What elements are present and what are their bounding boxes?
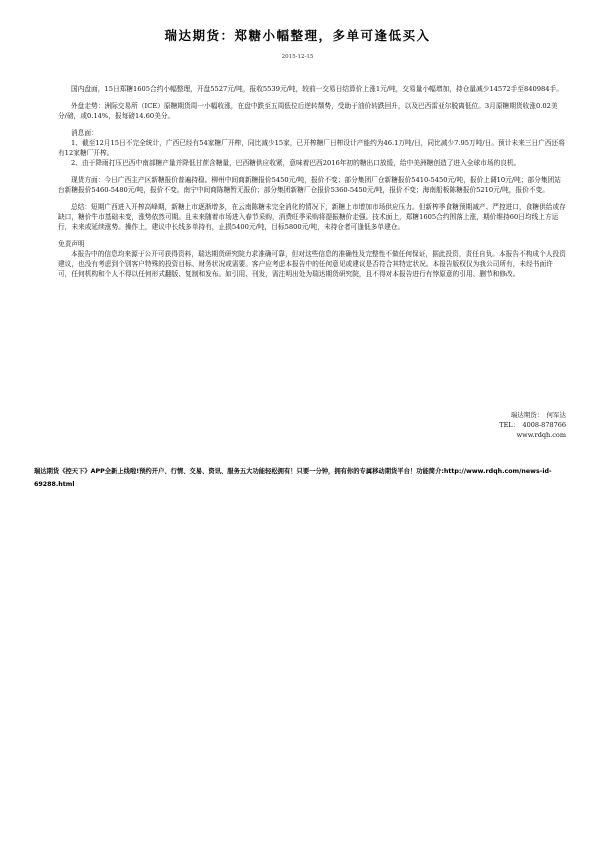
report-body bbox=[58, 84, 566, 279]
author-line: 瑞达期货： 何军达 bbox=[510, 411, 566, 419]
spacer bbox=[58, 168, 566, 175]
summary-paragraph: 总结：短期广西进入开榨高峰期，新糖上市逐渐增多，在云南陈糖未完全消化的情况下，新糖上市增加市场供应压力。但新榨季食糖预期减产、严控进口，食糖供给或存缺口，糖价牛市基础未变，涨势依然可期。且未来随着市场进入春节采购，消费旺季采购将提振糖价走强。技术面上，郑糖1605合约围落上涨，期价维持60日均线上方运行，未来或延续涨势。操作上，建议中长线多单持有，止损5400元/吨，目标5800元/吨，未持仓者可逢低多单建仓。 bbox=[58, 203, 566, 231]
page-title: 瑞达期货：郑糖小幅整理，多单可逢低买入 bbox=[164, 28, 431, 43]
domestic-market-paragraph: 国内盘面，15日郑糖1605合约小幅整理，开盘5527元/吨，报收5539元/吨，较前一交易日结算价上涨1元/吨，交易量小幅增加，持仓量减少14572手至840984手。 bbox=[71, 85, 563, 93]
disclaimer-paragraph: 本报告中的信息均来源于公开可获得资料，瑞达期货研究院力求准确可靠，但对这些信息的准确性及完整性不做任何保证，据此投资，责任自负。本报告不构成个人投资建议，也没有考虑到个别客户特殊的投资目标、财务状况或需要。客户应考虑本报告中的任何意见或建议是否符合其特定状况。本报告版权仅为我公司所有，未经书面许可，任何机构和个人不得以任何形式翻版、复制和发布。如引用、刊发，需注明出处为瑞达期货研究院，且不得对本报告进行有悖原意的引用、删节和修改。 bbox=[58, 250, 566, 278]
website-link[interactable]: www.rdqh.com bbox=[516, 431, 566, 439]
phone-line: TEL： 4008-878766 bbox=[499, 421, 566, 429]
signature-block bbox=[440, 410, 566, 440]
news-item-1: 1、截至12月15日不完全统计，广西已经有54家糖厂开榨，同比减少15家，已开榨糖厂日榨设计产能约为46.1万吨/日，同比减少7.95万吨/日。预计未来三日广西还将有12家糖厂开榨。 bbox=[58, 139, 565, 157]
app-promo-banner[interactable]: 瑞达期货《控天下》APP全新上线啦!预约开户、行情、交易、资讯、服务五大功能轻松拥有！只要一分钟，拥有你的专属移动期货平台！功能简介:http://www.rdqh.com/news-id-69288.html bbox=[34, 468, 552, 488]
disclaimer-heading: 免责声明 bbox=[58, 240, 85, 248]
foreign-market-paragraph: 外盘走势：洲际交易所（ICE）原糖期货周一小幅收涨，在盘中跌至五周低位后逆转颓势，受助于油价转跌回升，以及巴西雷亚尔脱离低位。3月原糖期货收涨0.02美分/磅，或0.14%，报每磅14.60美分。 bbox=[58, 102, 558, 120]
report-date: 2015-12-15 bbox=[281, 54, 314, 60]
spot-market-paragraph: 现货方面：今日广西主产区新糖报价普遍持稳。柳州中间商新糖报价5450元/吨，报价不变；部分集团厂仓新糖报价5410-5450元/吨，报价上调10元/吨；部分集团站台新糖报价5460-5480元/吨，报价不变。南宁中间商陈糖暂无报价；部分集团新糖厂仓报价5360-5450元/吨，报价不变；海南船板陈糖报价5210元/吨，报价不变。 bbox=[58, 176, 561, 194]
news-item-2: 2、由于降雨打压巴西中南部糖产量并降低甘蔗含糖量，巴西糖供应收紧，意味着巴西2016年初的糖出口放缓，给中美洲糖创造了进入全球市场的良机。 bbox=[71, 159, 521, 167]
news-heading: 消息面： bbox=[71, 129, 98, 137]
